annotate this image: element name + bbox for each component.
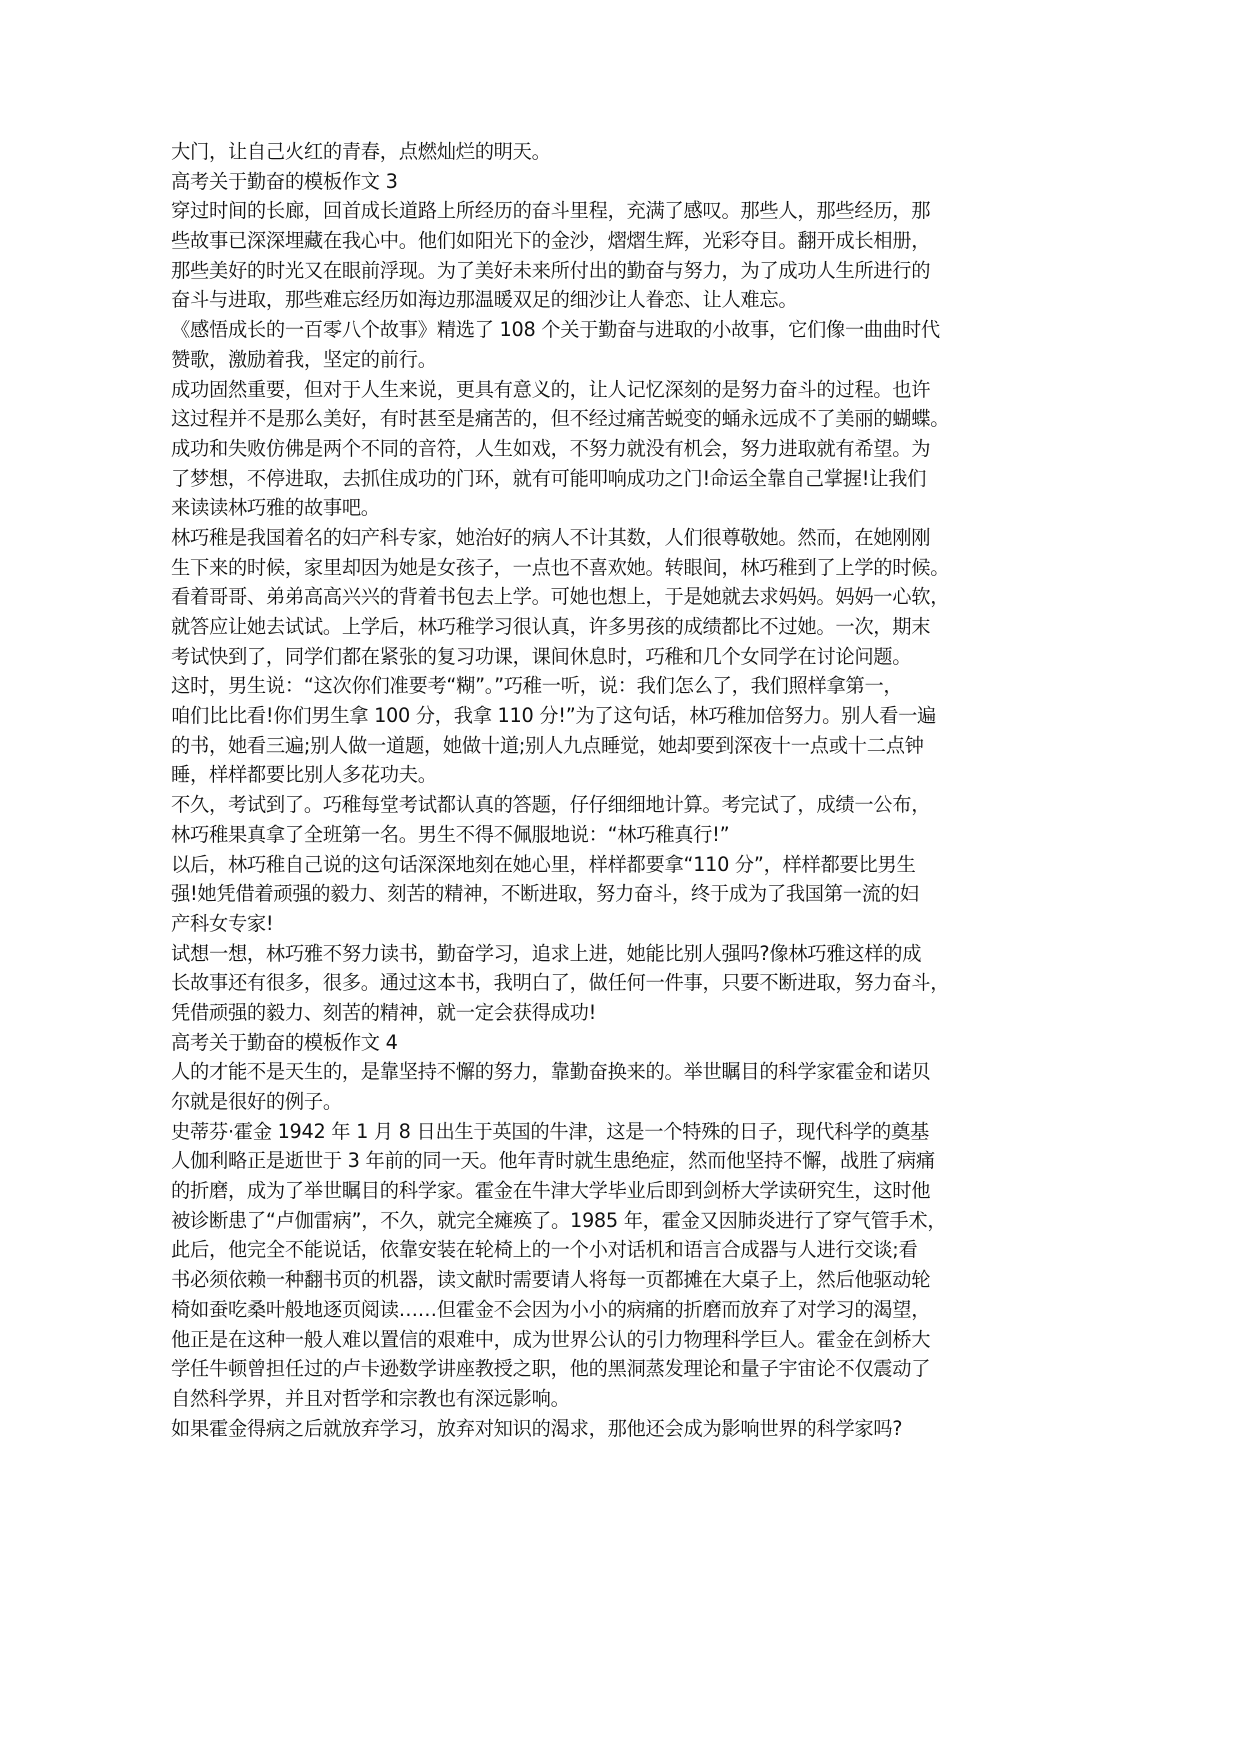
text-line: 《感悟成长的一百零八个故事》精选了 108 个关于勤奋与进取的小故事，它们像一曲曲时代: [171, 318, 940, 342]
text-line: 人伽利略正是逝世于 3 年前的同一天。他年青时就生患绝症，然而他坚持不懈，战胜了病痛: [171, 1149, 935, 1173]
text-line: 这时，男生说：“这次你们准要考“糊”。”巧稚一听，说：我们怎么了，我们照样拿第一，: [171, 674, 903, 698]
text-line: 穿过时间的长廊，回首成长道路上所经历的奋斗里程，充满了感叹。那些人，那些经历，那: [171, 199, 931, 223]
text-line: 以后，林巧稚自己说的这句话深深地刻在她心里，样样都要拿“110 分”，样样都要比男生: [171, 852, 916, 876]
text-line: 林巧稚果真拿了全班第一名。男生不得不佩服地说：“林巧稚真行!”: [171, 822, 730, 846]
text-line: 人的才能不是天生的，是靠坚持不懈的努力，靠勤奋换来的。举世瞩目的科学家霍金和诺贝: [171, 1060, 931, 1084]
text-line: 的折磨，成为了举世瞩目的科学家。霍金在牛津大学毕业后即到剑桥大学读研究生，这时他: [171, 1179, 931, 1203]
text-line: 看着哥哥、弟弟高高兴兴的背着书包去上学。可她也想上，于是她就去求妈妈。妈妈一心软，: [171, 585, 950, 609]
text-line: 那些美好的时光又在眼前浮现。为了美好未来所付出的勤奋与努力，为了成功人生所进行的: [171, 258, 931, 282]
text-line: 尔就是很好的例子。: [171, 1090, 342, 1113]
text-line: 睡，样样都要比别人多花功夫。: [171, 763, 437, 787]
text-line: 咱们比比看!你们男生拿 100 分，我拿 110 分!”为了这句话，林巧稚加倍努力。别人看一遍: [171, 704, 937, 728]
text-line: 这过程并不是那么美好，有时甚至是痛苦的，但不经过痛苦蜕变的蛹永远成不了美丽的蝴蝶。: [171, 407, 950, 431]
text-line: 试想一想，林巧雅不努力读书，勤奋学习，追求上进，她能比别人强吗?像林巧雅这样的成: [171, 941, 922, 965]
text-line: 不久，考试到了。巧稚每堂考试都认真的答题，仔仔细细地计算。考完试了，成绩一公布，: [171, 793, 931, 817]
text-line: 如果霍金得病之后就放弃学习，放弃对知识的渴求，那他还会成为影响世界的科学家吗?: [171, 1416, 903, 1440]
text-line: 被诊断患了“卢伽雷病”，不久，就完全瘫痪了。1985 年，霍金又因肺炎进行了穿气管手术，: [171, 1208, 947, 1232]
text-line: 就答应让她去试试。上学后，林巧稚学习很认真，许多男孩的成绩都比不过她。一次，期末: [171, 615, 931, 638]
text-line: 些故事已深深埋藏在我心中。他们如阳光下的金沙，熠熠生辉，光彩夺目。翻开成长相册，: [171, 229, 931, 253]
text-line: 他正是在这种一般人难以置信的艰难中，成为世界公认的引力物理科学巨人。霍金在剑桥大: [171, 1327, 931, 1351]
text-line: 生下来的时候，家里却因为她是女孩子，一点也不喜欢她。转眼间，林巧稚到了上学的时候。: [171, 555, 950, 579]
text-line: 的书，她看三遍;别人做一道题，她做十道;别人九点睡觉，她却要到深夜十一点或十二点钟: [171, 733, 924, 757]
text-line: 长故事还有很多，很多。通过这本书，我明白了，做任何一件事，只要不断进取，努力奋斗，: [171, 971, 950, 995]
text-line: 奋斗与进取，那些难忘经历如海边那温暖双足的细沙让人眷恋、让人难忘。: [171, 288, 798, 312]
text-line: 成功固然重要，但对于人生来说，更具有意义的，让人记忆深刻的是努力奋斗的过程。也许: [171, 377, 931, 401]
text-line: 书必须依赖一种翻书页的机器，读文献时需要请人将每一页都摊在大桌子上，然后他驱动轮: [171, 1268, 931, 1292]
text-line: 成功和失败仿佛是两个不同的音符，人生如戏，不努力就没有机会，努力进取就有希望。为: [171, 436, 931, 460]
text-line: 来读读林巧雅的故事吧。: [171, 496, 380, 520]
text-line: 凭借顽强的毅力、刻苦的精神，就一定会获得成功!: [171, 1000, 597, 1024]
text-line: 了梦想，不停进取，去抓住成功的门环，就有可能叩响成功之门!命运全靠自己掌握!让我们: [171, 466, 927, 490]
text-line: 赞歌，激励着我，坚定的前行。: [171, 347, 437, 371]
text-line: 自然科学界，并且对哲学和宗教也有深远影响。: [171, 1386, 570, 1410]
text-line: 高考关于勤奋的模板作文 3: [171, 169, 398, 193]
document-page: [171, 137, 971, 1443]
text-line: 考试快到了，同学们都在紧张的复习功课，课间休息时，巧稚和几个女同学在讨论问题。: [171, 644, 912, 668]
text-line: 学任牛顿曾担任过的卢卡逊数学讲座教授之职，他的黑洞蒸发理论和量子宇宙论不仅震动了: [171, 1357, 931, 1381]
text-line: 强!她凭借着顽强的毅力、刻苦的精神，不断进取，努力奋斗，终于成为了我国第一流的妇: [171, 882, 919, 906]
text-line: 此后，他完全不能说话，依靠安装在轮椅上的一个小对话机和语言合成器与人进行交谈;看: [171, 1238, 918, 1262]
text-line: 大门，让自己火红的青春，点燃灿烂的明天。: [171, 140, 551, 163]
text-line: 林巧稚是我国着名的妇产科专家，她治好的病人不计其数，人们很尊敬她。然而，在她刚刚: [171, 525, 931, 549]
text-line: 产科女专家!: [171, 911, 274, 935]
text-line: 椅如蚕吃桑叶般地逐页阅读……但霍金不会因为小小的病痛的折磨而放弃了对学习的渴望，: [171, 1297, 931, 1321]
text-line: 高考关于勤奋的模板作文 4: [171, 1030, 398, 1054]
text-line: 史蒂芬·霍金 1942 年 1 月 8 日出生于英国的牛津，这是一个特殊的日子，现代科学的奠基: [171, 1119, 929, 1143]
